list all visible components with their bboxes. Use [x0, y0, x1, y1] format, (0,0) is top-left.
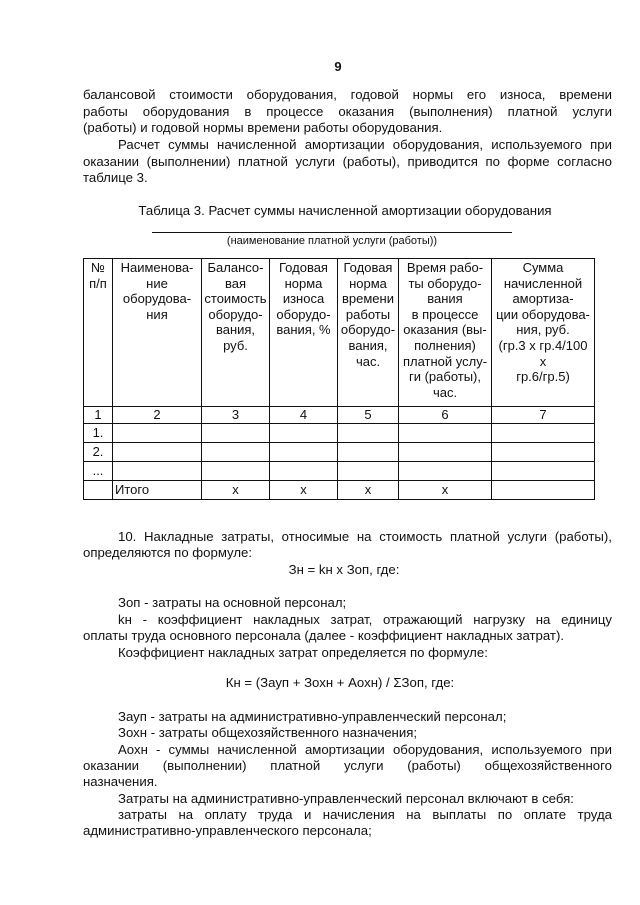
header-col-5 — [338, 259, 399, 407]
word: платной — [507, 104, 558, 119]
header-line: Наименова- — [120, 260, 194, 275]
table-cell — [202, 423, 270, 442]
page-number: 9 — [334, 59, 342, 74]
word: относимые — [281, 529, 350, 544]
column-number: 4 — [270, 407, 338, 424]
header-line: № — [91, 260, 105, 275]
word: согласно — [557, 154, 612, 169]
word: оборудования, — [246, 87, 337, 102]
para1-line2 — [83, 104, 612, 120]
column-number: 6 — [399, 407, 492, 424]
word: суммы — [168, 137, 209, 152]
word: затрат, — [330, 612, 373, 627]
word: - — [142, 612, 148, 627]
word: затраты — [118, 807, 168, 822]
word: при — [590, 137, 612, 152]
table-cell — [399, 461, 492, 480]
column-number: 5 — [338, 407, 399, 424]
word: выплаты — [432, 807, 487, 822]
table-title-underline — [152, 232, 512, 233]
header-line: гр.6/гр.5) — [516, 369, 570, 385]
word: оплате — [523, 807, 567, 822]
table-cell — [492, 423, 595, 442]
header-line: Годовая — [279, 260, 328, 275]
word: kн — [118, 612, 132, 627]
header-line: Время рабо- — [406, 260, 484, 275]
word: платной — [270, 758, 321, 773]
header-line: ния, руб. — [516, 322, 570, 338]
para1-line1 — [83, 87, 612, 103]
column-number: 2 — [113, 407, 202, 424]
para2-line3: таблице 3. — [83, 170, 148, 185]
header-line: час. — [355, 353, 381, 369]
header-col-2 — [113, 259, 202, 407]
header-line: норма — [284, 275, 323, 291]
word: используемого — [491, 742, 582, 757]
para2-line2 — [83, 154, 612, 170]
table-cell: ... — [84, 461, 113, 480]
table-cell: 2. — [84, 442, 113, 461]
header-line: амортиза- — [512, 291, 574, 307]
word: (работы), — [342, 154, 400, 169]
admin-item-line1 — [118, 807, 612, 823]
word: Аохн — [118, 742, 148, 757]
admin-item-line2: административно-управленческого персонала; — [83, 823, 372, 838]
word: оплату — [204, 807, 247, 822]
header-line: времени — [342, 291, 394, 307]
word: труда — [258, 807, 293, 822]
word: на — [406, 807, 421, 822]
header-line: вания, — [348, 337, 388, 353]
word: суммы — [168, 742, 210, 757]
para3-line1 — [118, 529, 612, 545]
header-line: п/п — [89, 275, 107, 291]
word: - — [156, 742, 161, 757]
word: износа, — [499, 87, 546, 102]
table-cell — [84, 480, 113, 499]
word: по — [497, 807, 513, 822]
header-line: ты оборудо- — [408, 275, 482, 291]
word: форме — [507, 154, 550, 169]
word: начисления — [322, 807, 395, 822]
word: затраты, — [221, 529, 274, 544]
word: начисленной — [217, 742, 297, 757]
header-line: вания, % — [276, 322, 331, 338]
header-col-6 — [399, 259, 492, 407]
header-line: вая — [224, 275, 247, 291]
def-aohn-line3: назначения. — [83, 774, 158, 789]
word: (выполнения) — [409, 104, 493, 119]
word: балансовой — [83, 87, 156, 102]
word: (выполнении) — [146, 154, 231, 169]
header-line: работы — [345, 306, 391, 322]
def-zaup: Зауп - затраты на административно-управленческий персонал; — [118, 709, 507, 724]
table-total-row — [84, 480, 595, 499]
header-line: износа — [282, 291, 325, 307]
header-line: ния — [146, 306, 168, 322]
header-line: полнения) — [414, 337, 476, 353]
word: амортизации — [304, 742, 385, 757]
header-line: ции оборудова- — [496, 306, 590, 322]
table-cell — [399, 442, 492, 461]
header-line: оборудо- — [276, 306, 331, 322]
word: на — [178, 807, 194, 822]
column-number: 1 — [84, 407, 113, 424]
table-cell: x — [270, 480, 338, 499]
word: платной — [237, 154, 288, 169]
table-cell — [338, 423, 399, 442]
header-line: начисленной — [503, 275, 583, 291]
word: оказании — [83, 154, 139, 169]
table-cell — [202, 442, 270, 461]
word: (работы) — [407, 758, 461, 773]
table-cell — [338, 461, 399, 480]
word: труда — [577, 807, 612, 822]
header-line: норма — [349, 275, 387, 291]
header-line: Сумма — [522, 260, 564, 275]
formula-kn: Кн = (Зауп + Зохн + Аохн) / ΣЗоп, где: — [225, 675, 455, 690]
table-cell: x — [338, 480, 399, 499]
word: услуги — [295, 154, 336, 169]
word: начисленной — [217, 137, 297, 152]
def-aohn-line2 — [83, 758, 612, 774]
word: (работы), — [554, 529, 612, 544]
header-line: Годовая — [343, 260, 393, 275]
word: (выполнении) — [162, 758, 247, 773]
word: на — [356, 529, 372, 544]
table-cell: 1. — [84, 423, 113, 442]
def-zohn: Зохн - затраты общехозяйственного назначения; — [118, 725, 418, 740]
table-cell — [113, 442, 202, 461]
table-cell — [113, 461, 202, 480]
word: по — [485, 154, 500, 169]
word: годовой — [350, 87, 399, 102]
table-row — [84, 461, 595, 480]
header-line: оказания (вы- — [403, 322, 487, 338]
word: услуги — [343, 758, 384, 773]
word: услуги — [572, 104, 612, 119]
word: Накладные — [144, 529, 214, 544]
header-col-7 — [492, 259, 595, 407]
word: Расчет — [118, 137, 160, 152]
header-col-4 — [270, 259, 338, 407]
table-caption: (наименование платной услуги (работы)) — [226, 235, 438, 247]
table-row — [84, 442, 595, 461]
header-line: оборудо- — [340, 322, 396, 338]
word: времени — [559, 87, 612, 102]
word: оборудования — [142, 104, 230, 119]
word: единицу — [561, 612, 612, 627]
table-cell — [270, 442, 338, 461]
word: нормы — [412, 87, 454, 102]
table-cell: x — [202, 480, 270, 499]
table-title: Таблица 3. Расчет суммы начисленной амортизации оборудования — [138, 203, 552, 218]
header-line: ние — [146, 275, 168, 291]
table-cell — [202, 461, 270, 480]
word: накладных — [253, 612, 320, 627]
header-line: Балансо- — [207, 260, 264, 275]
header-line: платной услу- — [402, 353, 488, 369]
word: работы — [83, 104, 128, 119]
header-line: в процессе — [411, 306, 479, 322]
word: нагрузку — [473, 612, 525, 627]
word: его — [466, 87, 487, 102]
def-aohn-line1 — [118, 742, 612, 758]
header-line: оборудо- — [208, 306, 263, 322]
header-col-1 — [84, 259, 113, 407]
def-zop: Зоп - затраты на основной персонал; — [118, 595, 347, 610]
word: используемого — [491, 137, 582, 152]
word: на — [535, 612, 551, 627]
table-cell — [270, 461, 338, 480]
table-cell — [492, 480, 595, 499]
def-kn-line1 — [118, 612, 612, 628]
header-line: оборудова- — [122, 291, 192, 307]
table-cell: Итого — [113, 480, 202, 499]
header-line: вания — [427, 291, 463, 307]
word: оказания — [338, 104, 395, 119]
word: при — [590, 742, 612, 757]
word: амортизации — [304, 137, 385, 152]
word: процессе — [266, 104, 324, 119]
word: 10. — [118, 529, 137, 544]
column-number: 7 — [492, 407, 595, 424]
header-line: вания, руб. — [215, 322, 256, 353]
amortization-table — [83, 258, 595, 500]
def-kn-line2: оплаты труда основного персонала (далее - коэффициент накладных затрат). — [83, 628, 565, 643]
header-line: час. — [432, 384, 458, 400]
header-col-3 — [202, 259, 270, 407]
word: приводится — [407, 154, 478, 169]
para3-line2: определяются по формуле: — [83, 545, 253, 560]
table-cell: x — [399, 480, 492, 499]
word: стоимость — [379, 529, 443, 544]
word: платной — [449, 529, 500, 544]
word: в — [244, 104, 252, 119]
header-line: (гр.3 x гр.4/100 x — [498, 337, 588, 369]
para2-line1 — [118, 137, 612, 153]
word: стоимости — [169, 87, 233, 102]
word: услуги — [507, 529, 548, 544]
word: оборудования, — [392, 742, 484, 757]
word: и — [303, 807, 312, 822]
table-row — [84, 423, 595, 442]
table-cell — [492, 461, 595, 480]
column-number: 3 — [202, 407, 270, 424]
table-cell — [113, 423, 202, 442]
word: коэффициент — [157, 612, 243, 627]
header-line: ги (работы), — [408, 369, 482, 385]
column-number-row — [84, 407, 595, 424]
formula-zn: Зн = kн x Зоп, где: — [288, 562, 400, 577]
admin-intro: Затраты на административно-управленческий персонал включают в себя: — [118, 791, 574, 806]
table-cell — [399, 423, 492, 442]
word: отражающий — [383, 612, 463, 627]
word: оказании — [83, 758, 139, 773]
kn-intro: Коэффициент накладных затрат определяется по формуле: — [118, 645, 488, 660]
word: общехозяйственного — [484, 758, 612, 773]
table-cell — [492, 442, 595, 461]
word: оборудования, — [392, 137, 484, 152]
table-cell — [338, 442, 399, 461]
para1-line3: (работы) и годовой нормы времени работы оборудования. — [83, 120, 443, 135]
table-cell — [270, 423, 338, 442]
header-line: стоимость — [204, 291, 267, 307]
